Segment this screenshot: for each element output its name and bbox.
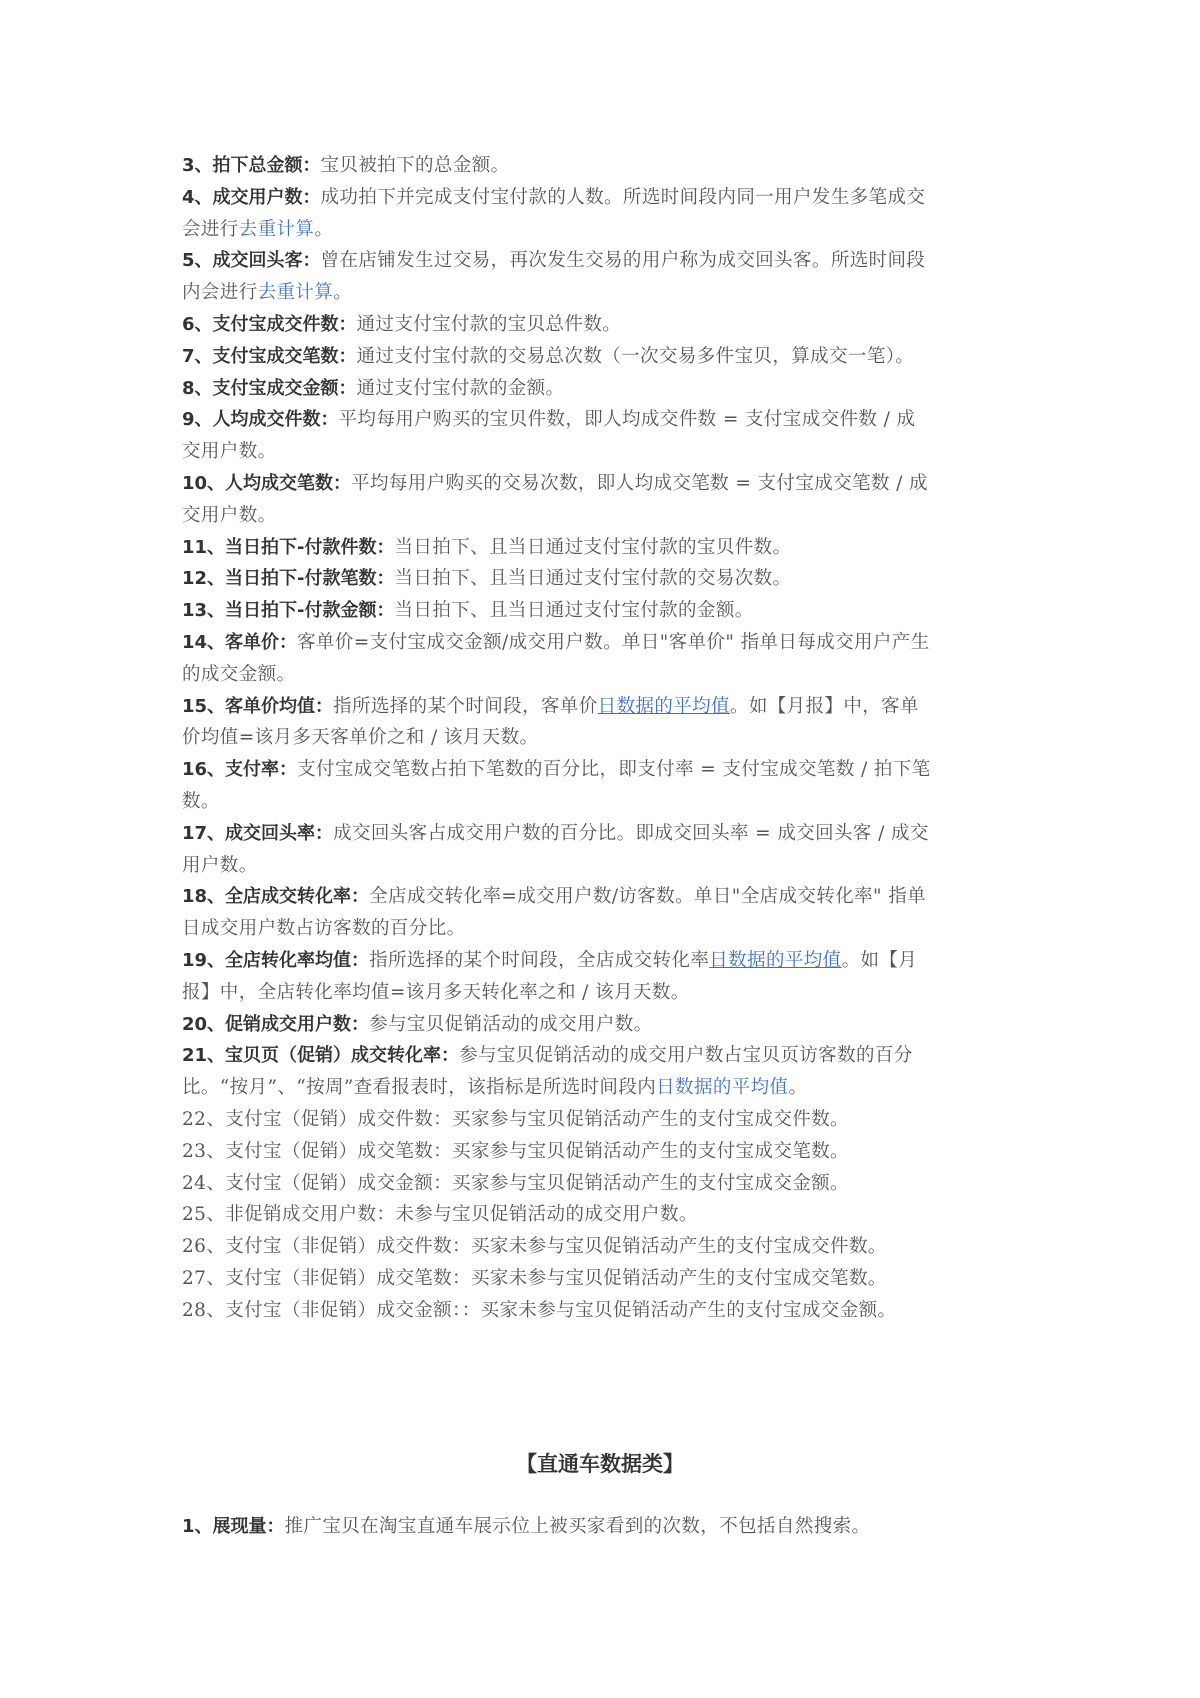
term-label: 16、支付率： (182, 759, 298, 781)
definition-text: 交用户数。 (182, 504, 277, 526)
text-line (182, 150, 1032, 182)
definition-text: 26、支付宝（非促销）成交件数：买家未参与宝贝促销活动产生的支付宝成交件数。 (182, 1236, 887, 1258)
term-label: 19、全店转化率均值： (182, 949, 370, 971)
definition-text: 参与宝贝促销活动的成交用户数占宝贝页访客数的百分 (459, 1045, 913, 1067)
text-line (182, 1072, 1032, 1104)
definition-text: 的成交金额。 (182, 663, 296, 685)
definition-text: 27、支付宝（非促销）成交笔数：买家未参与宝贝促销活动产生的支付宝成交笔数。 (182, 1267, 887, 1289)
text-line (182, 404, 1032, 436)
term-label: 9、人均成交件数： (182, 409, 339, 431)
definition-link[interactable]: 日数据的平均值 (709, 949, 842, 971)
definition-text: 25、非促销成交用户数：未参与宝贝促销活动的成交用户数。 (182, 1204, 698, 1226)
definition-text: 宝贝被拍下的总金额。 (320, 155, 510, 176)
definition-text: 22、支付宝（促销）成交件数：买家参与宝贝促销活动产生的支付宝成交件数。 (182, 1108, 849, 1130)
definition-text: 平均每用户购买的宝贝件数，即人均成交件数 = 支付宝成交件数 / 成 (338, 409, 916, 431)
text-line (182, 373, 1032, 405)
definition-link[interactable]: 去重计算 (257, 282, 334, 304)
definition-text: 通过支付宝付款的金额。 (356, 377, 565, 399)
text-line (182, 1199, 1032, 1231)
definition-text: 平均每用户购买的交易次数，即人均成交笔数 = 支付宝成交笔数 / 成 (351, 472, 928, 494)
term-label: 11、当日拍下-付款件数： (182, 536, 395, 558)
term-label: 3、拍下总金额： (182, 155, 321, 176)
text-line (182, 818, 1032, 850)
text-line (182, 1104, 1032, 1136)
text-line (182, 691, 1032, 723)
definition-text: 23、支付宝（促销）成交笔数：买家参与宝贝促销活动产生的支付宝成交笔数。 (182, 1140, 849, 1162)
term-label: 7、支付宝成交笔数： (182, 345, 357, 367)
definition-text: 指所选择的某个时间段，客单价 (333, 695, 598, 717)
text-line (182, 945, 1032, 977)
definition-text: 推广宝贝在淘宝直通车展示位上被买家看到的次数，不包括自然搜索。 (284, 1516, 871, 1537)
definition-text: 。 (314, 218, 334, 240)
definition-text: 数。 (182, 790, 220, 812)
text-line (182, 532, 1032, 564)
definition-text: 当日拍下、且当日通过支付宝付款的交易次数。 (394, 568, 792, 590)
definition-text: 价均值=该月多天客单价之和 / 该月天数。 (182, 727, 539, 749)
definition-text: 内会进行 (182, 282, 258, 304)
definition-text: 会进行 (182, 218, 239, 240)
definition-text: 全店成交转化率=成交用户数/访客数。单日"全店成交转化率" 指单 (369, 886, 926, 908)
text-line (182, 436, 1032, 468)
definition-text: 日成交用户数占访客数的百分比。 (182, 918, 466, 940)
section-heading: 【直通车数据类】 (516, 1452, 684, 1476)
definition-link[interactable]: 去重计算 (238, 218, 315, 240)
definition-text: 曾在店铺发生过交易，再次发生交易的用户称为成交回头客。所选时间段 (320, 250, 926, 272)
text-line (182, 627, 1032, 659)
definition-text: 比。“按月”、“按周”查看报表时，该指标是所选时间段内 (182, 1077, 657, 1099)
definition-text: 通过支付宝付款的交易总次数（一次交易多件宝贝，算成交一笔）。 (356, 345, 915, 367)
definition-text: 。如【月 (841, 949, 918, 971)
text-line (182, 1231, 1032, 1263)
text-line (182, 977, 1032, 1009)
definition-text: 成交回头客占成交用户数的百分比。即成交回头率 = 成交回头客 / 成交 (333, 822, 929, 844)
text-line (182, 500, 1032, 532)
text-line (182, 1168, 1032, 1200)
definition-text: 当日拍下、且当日通过支付宝付款的金额。 (394, 600, 754, 622)
definition-text: 客单价=支付宝成交金额/成交用户数。单日"客单价" 指单日每成交用户产生 (297, 631, 930, 653)
definition-text: 。 (788, 1077, 808, 1099)
text-line (182, 1263, 1032, 1295)
text-line (182, 850, 1032, 882)
term-label: 20、促销成交用户数： (182, 1013, 370, 1035)
term-label: 4、成交用户数： (182, 186, 321, 208)
text-line (182, 659, 1032, 691)
text-line (182, 341, 1032, 373)
text-line (182, 722, 1032, 754)
term-label: 1、展现量： (182, 1516, 285, 1537)
definition-text: 24、支付宝（促销）成交金额：买家参与宝贝促销活动产生的支付宝成交金额。 (182, 1172, 849, 1194)
term-label: 14、客单价： (182, 631, 298, 653)
text-line (182, 1136, 1032, 1168)
definition-text: 支付宝成交笔数占拍下笔数的百分比，即支付率 = 支付宝成交笔数 / 拍下笔 (297, 759, 931, 781)
text-line (182, 913, 1032, 945)
text-line (182, 786, 1032, 818)
text-line (182, 1295, 1032, 1327)
definition-text: 报】中，全店转化率均值=该月多天转化率之和 / 该月天数。 (182, 981, 690, 1003)
term-label: 6、支付宝成交件数： (182, 313, 357, 335)
text-line (182, 1009, 1032, 1041)
definition-text: 用户数。 (182, 854, 258, 876)
text-line (182, 563, 1032, 595)
definition-text: 。 (333, 282, 353, 304)
text-line (182, 309, 1032, 341)
text-line (182, 1511, 1032, 1543)
term-label: 10、人均成交笔数： (182, 472, 352, 494)
term-label: 13、当日拍下-付款金额： (182, 600, 395, 622)
term-label: 5、成交回头客： (182, 250, 321, 272)
term-label: 21、宝贝页（促销）成交转化率： (182, 1045, 460, 1067)
section-items (182, 1511, 1032, 1543)
text-line (182, 214, 1032, 246)
text-line (182, 245, 1032, 277)
definition-link[interactable]: 日数据的平均值 (597, 695, 730, 717)
text-line (182, 595, 1032, 627)
term-label: 8、支付宝成交金额： (182, 377, 357, 399)
text-line (182, 754, 1032, 786)
term-label: 12、当日拍下-付款笔数： (182, 568, 395, 590)
definition-text: 指所选择的某个时间段，全店成交转化率 (369, 949, 710, 971)
definition-text: 。如【月报】中，客单 (729, 695, 919, 717)
term-label: 15、客单价均值： (182, 695, 334, 717)
definition-text: 成功拍下并完成支付宝付款的人数。所选时间段内同一用户发生多笔成交 (320, 186, 926, 208)
text-line (182, 881, 1032, 913)
definition-text: 交用户数。 (182, 441, 277, 463)
definition-text: 参与宝贝促销活动的成交用户数。 (369, 1013, 653, 1035)
text-line (182, 468, 1032, 500)
term-label: 18、全店成交转化率： (182, 886, 370, 908)
definitions-list (182, 150, 1032, 1326)
definition-text: 当日拍下、且当日通过支付宝付款的宝贝件数。 (394, 536, 792, 558)
definition-link[interactable]: 日数据的平均值 (656, 1077, 789, 1099)
text-line (182, 182, 1032, 214)
definition-text: 通过支付宝付款的宝贝总件数。 (356, 313, 622, 335)
text-line (182, 1040, 1032, 1072)
definition-text: 28、支付宝（非促销）成交金额：：买家未参与宝贝促销活动产生的支付宝成交金额。 (182, 1299, 897, 1321)
term-label: 17、成交回头率： (182, 822, 334, 844)
text-line (182, 277, 1032, 309)
